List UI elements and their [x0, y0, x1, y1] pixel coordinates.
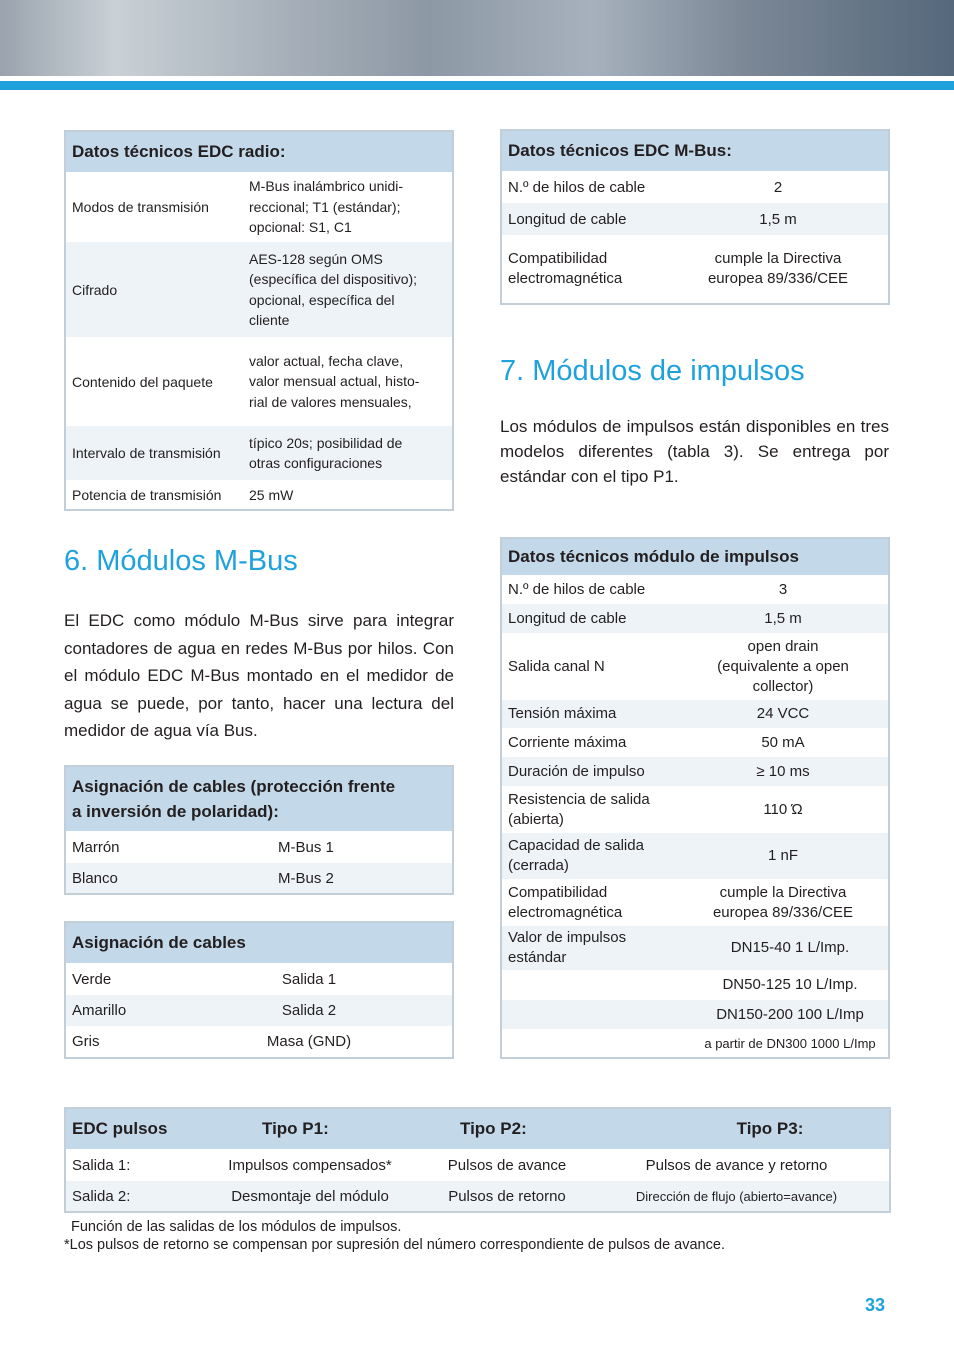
table-header [66, 923, 452, 963]
table-cell: Dirección de flujo (abierto=avance) [635, 1188, 838, 1204]
row-value [692, 762, 874, 782]
row-value [243, 433, 452, 474]
header-cell: Tipo P3: [736, 1119, 804, 1138]
table-cell: Salida 1: [72, 1156, 131, 1174]
value-line: 3 [778, 580, 788, 598]
value-line: collector) [752, 677, 814, 695]
table-cell: Pulsos de avance y retorno [645, 1156, 828, 1174]
label-line: Compatibilidad [508, 249, 608, 267]
row-value [692, 938, 874, 958]
table-row [502, 757, 888, 786]
table-row [502, 604, 888, 633]
table-row [66, 831, 452, 863]
table-row [502, 1000, 888, 1029]
row-label: Potencia de transmisión [72, 486, 222, 503]
value-line: opcional, específica del [249, 291, 395, 308]
value-line: reccional; T1 (estándar); [249, 198, 401, 215]
value-line: rial de valores mensuales, [249, 393, 412, 410]
label-line: Compatibilidad [508, 883, 608, 901]
table-cell: Desmontaje del módulo [231, 1187, 389, 1205]
label-line: Salida canal N [508, 657, 605, 675]
row-label: Modos de transmisión [72, 199, 209, 215]
table-row [66, 863, 452, 893]
row-value [692, 975, 874, 995]
header-cell: EDC pulsos [72, 1119, 168, 1138]
row-label [502, 883, 692, 923]
row-value [692, 704, 874, 724]
label-line: Capacidad de salida [508, 837, 644, 854]
table-row [502, 575, 888, 604]
value-line: opcional: S1, C1 [249, 219, 352, 236]
table-title-line: a inversión de polaridad): [72, 802, 279, 821]
cables-table [64, 921, 454, 1059]
row-label [502, 762, 692, 782]
row-value: M-Bus 1 [278, 838, 334, 856]
row-label [502, 657, 692, 677]
table-row [66, 963, 452, 995]
value-line: típico 20s; posibilidad de [249, 434, 403, 451]
table-row [502, 728, 888, 757]
label-line: Tensión máxima [508, 705, 617, 722]
section-7-heading: 7. Módulos de impulsos [500, 355, 805, 387]
value-line: europea 89/336/CEE [712, 903, 854, 921]
table-row [502, 700, 888, 728]
section-7-paragraph: Los módulos de impulsos están disponibles en tres modelos diferentes (tabla 3). Se entrega por estándar con el tipo P1. [500, 417, 889, 486]
table-header [66, 132, 452, 172]
label-line: Longitud de cable [508, 609, 627, 627]
row-value [692, 800, 874, 820]
row-label: Gris [72, 1033, 100, 1050]
value-line: otras configuraciones [249, 455, 383, 471]
label-line: electromagnética [508, 270, 623, 287]
value-line: DN15-40 1 L/Imp. [730, 939, 850, 956]
table-row [502, 1029, 888, 1058]
table-row [502, 171, 888, 203]
section-6-heading: 6. Módulos M-Bus [64, 545, 298, 577]
label-line: Resistencia de salida [508, 790, 650, 808]
edc-radio-table [64, 130, 454, 511]
value-line: (equivalente a open [717, 657, 849, 675]
table-row [66, 1149, 889, 1181]
table-row [66, 480, 452, 509]
table-row [66, 172, 452, 242]
table-row [502, 786, 888, 833]
row-value [692, 1034, 888, 1054]
row-value [692, 249, 864, 290]
row-value: Masa (GND) [266, 1033, 352, 1050]
row-value [243, 487, 452, 503]
row-label [502, 733, 692, 753]
row-value: Salida 2 [281, 1002, 337, 1019]
label-line: Duración de impulso [508, 762, 645, 780]
table-row [66, 242, 452, 337]
table-row [502, 235, 888, 303]
row-value [692, 846, 874, 866]
label-line: Valor de impulsos [508, 929, 627, 946]
label-line: (abierta) [508, 810, 564, 828]
table-row [66, 1181, 889, 1211]
value-line: DN50-125 10 L/Imp. [722, 976, 858, 993]
value-line: 50 mA [761, 733, 805, 751]
row-label: Contenido del paquete [72, 373, 213, 390]
page-number: 33 [865, 1295, 886, 1315]
edc-pulses-table [64, 1107, 891, 1213]
value-line: 1 nF [767, 847, 798, 864]
row-label: Verde [72, 970, 112, 988]
value-line: AES-128 según OMS [249, 250, 383, 267]
table-title-line: Asignación de cables (protección frente [72, 777, 396, 796]
value-line: cumple la Directiva [719, 883, 847, 901]
table-title: Datos técnicos EDC M-Bus: [508, 141, 732, 160]
row-value [692, 883, 874, 923]
value-line: cliente [249, 312, 290, 328]
value-line: M-Bus inalámbrico unidi- [249, 178, 404, 195]
table-header [66, 767, 452, 831]
table-row [66, 426, 452, 480]
table-row [502, 879, 888, 926]
row-label [502, 928, 692, 968]
table-header [502, 131, 888, 171]
value-line: open drain [747, 637, 819, 655]
table-title: Datos técnicos módulo de impulsos [508, 547, 799, 566]
row-value [243, 176, 452, 238]
header-banner [0, 0, 954, 76]
row-label: Longitud de cable [508, 210, 627, 228]
table-cell: Salida 2: [72, 1187, 131, 1205]
label-line: N.º de hilos de cable [508, 580, 646, 598]
value-line: DN150-200 100 L/Imp [716, 1005, 864, 1023]
row-label: Amarillo [72, 1002, 127, 1019]
section-6-paragraph: El EDC como módulo M-Bus sirve para integrar contadores de agua en redes M-Bus por hilos. Con el módulo EDC M-Bus montado en el medidor de agua se puede, por tanto, hacer una lectura del medidor de agua vía Bus. [64, 611, 454, 740]
label-line: Corriente máxima [508, 733, 627, 751]
label-line: (cerrada) [508, 857, 569, 874]
label-line: estándar [508, 949, 567, 966]
footnote: *Los pulsos de retorno se compensan por supresión del número correspondiente de pulsos de avance. [64, 1237, 725, 1253]
row-value [692, 580, 874, 600]
value-line: 24 VCC [756, 705, 810, 722]
row-label: Intervalo de transmisión [72, 445, 221, 461]
value-line: ≥ 10 ms [756, 762, 810, 780]
row-value: M-Bus 2 [278, 869, 334, 887]
label-line: electromagnética [508, 903, 623, 921]
value-line: 1,5 m [764, 609, 802, 627]
table-header [66, 1109, 889, 1149]
row-label: Blanco [72, 869, 118, 887]
row-value [243, 351, 452, 413]
value-line: a partir de DN300 1000 L/Imp [704, 1035, 876, 1051]
row-label [502, 790, 692, 830]
table-row [502, 203, 888, 235]
row-label [502, 580, 692, 600]
row-label [502, 836, 692, 876]
polarity-table [64, 765, 454, 895]
value-line: cumple la Directiva [714, 249, 842, 267]
impulse-rows [502, 575, 888, 1058]
row-label [502, 704, 692, 724]
row-value [243, 249, 452, 331]
table-title: Asignación de cables [72, 933, 246, 952]
table-caption: Función de las salidas de los módulos de impulsos. [71, 1219, 402, 1235]
table-row [66, 1026, 452, 1057]
table-row [502, 633, 888, 700]
row-value [692, 1005, 874, 1025]
table-row [66, 995, 452, 1026]
row-label [502, 609, 692, 629]
table-cell: Impulsos compensados* [228, 1156, 392, 1174]
header-accent-bar [0, 81, 954, 90]
table-cell: Pulsos de retorno [448, 1187, 566, 1205]
table-row [502, 926, 888, 970]
value-line: valor mensual actual, histo- [249, 373, 420, 390]
table-row [502, 833, 888, 879]
table-cell: Pulsos de avance [447, 1156, 567, 1174]
value-line: 25 mW [249, 486, 294, 503]
table-header [502, 539, 888, 575]
edc-mbus-table [500, 129, 890, 305]
impulse-module-table [500, 537, 890, 1059]
row-label: Cifrado [72, 281, 118, 298]
table-title: Datos técnicos EDC radio: [72, 142, 286, 161]
row-value: 2 [773, 178, 783, 196]
table-row [66, 337, 452, 426]
row-value: 1,5 m [759, 210, 797, 228]
value-line: europea 89/336/CEE [707, 270, 849, 287]
row-value [692, 637, 874, 697]
value-line: (específica del dispositivo); [249, 271, 418, 287]
row-label [502, 249, 692, 290]
header-cell: Tipo P1: [262, 1119, 329, 1138]
value-line: 110 Ώ [763, 800, 803, 818]
value-line: valor actual, fecha clave, [249, 352, 404, 369]
row-value: Salida 1 [281, 970, 337, 988]
row-label: Marrón [72, 838, 120, 856]
header-cell: Tipo P2: [460, 1119, 527, 1138]
row-label: N.º de hilos de cable [508, 178, 646, 196]
row-value [692, 733, 874, 753]
table-row [502, 970, 888, 1000]
row-value [692, 609, 874, 629]
